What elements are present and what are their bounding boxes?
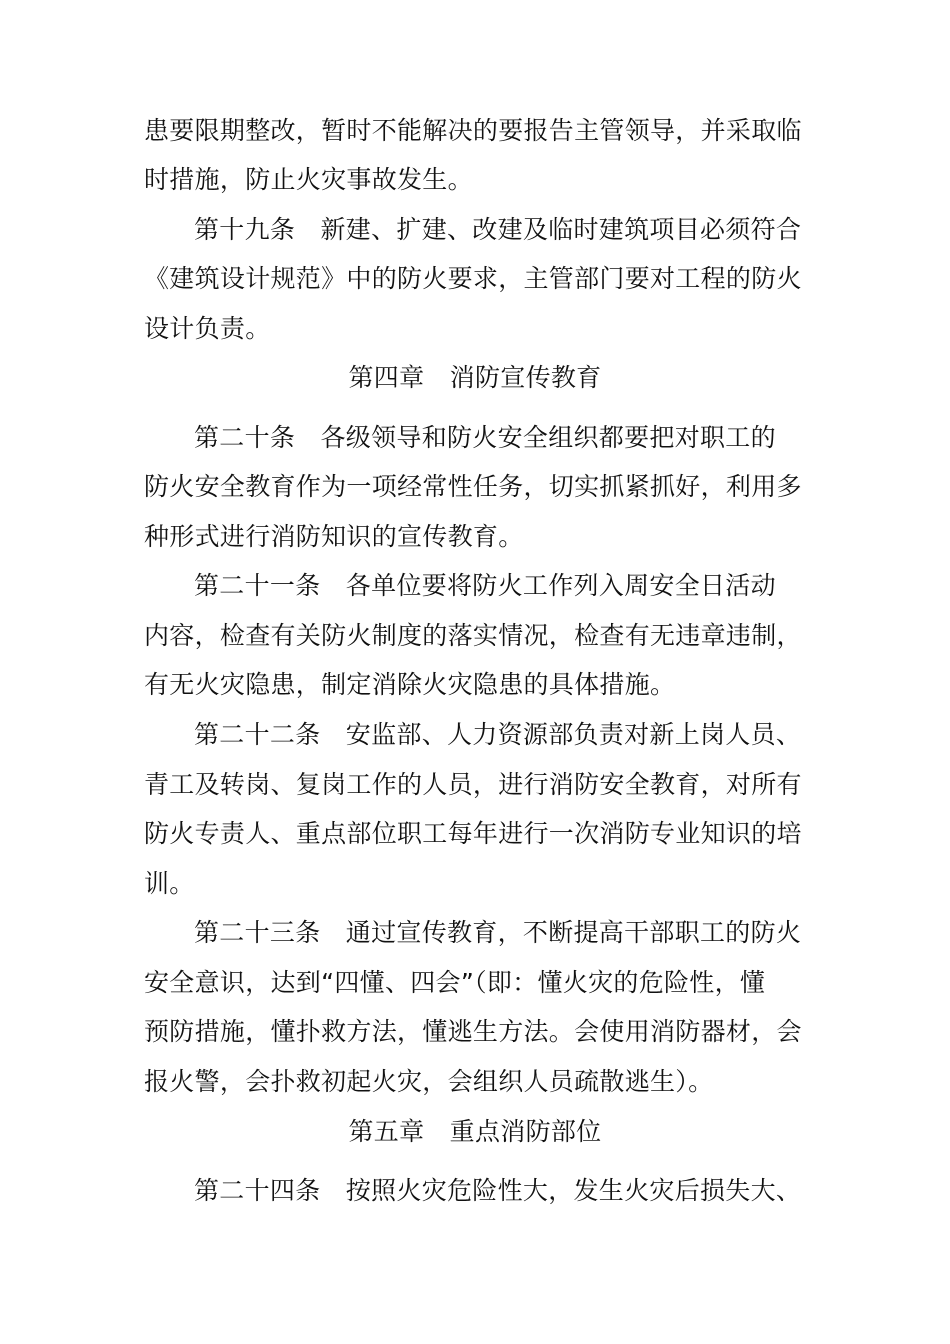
- text-line: 防火专责人、重点部位职工每年进行一次消防专业知识的培: [144, 819, 802, 848]
- text-line: 预防措施，懂扑救方法，懂逃生方法。会使用消防器材，会: [144, 1017, 802, 1046]
- text-line: 有无火灾隐患，制定消除火灾隐患的具体措施。: [144, 670, 676, 699]
- article-19-line: 第十九条 新建、扩建、改建及临时建筑项目必须符合: [194, 215, 802, 244]
- text-line: 训。: [144, 869, 195, 898]
- article-23-line: 第二十三条 通过宣传教育，不断提高干部职工的防火: [194, 918, 802, 947]
- text-line: 安全意识，达到“四懂、四会”（即：懂火灾的危险性，懂: [144, 968, 766, 997]
- chapter-4-heading: 第四章 消防宣传教育: [348, 363, 602, 392]
- text-line: 设计负责。: [144, 314, 271, 343]
- text-line: 报火警，会扑救初起火灾，会组织人员疏散逃生）。: [144, 1067, 714, 1096]
- text-line: 时措施，防止火灾事故发生。: [144, 165, 473, 194]
- chapter-5-heading: 第五章 重点消防部位: [348, 1117, 602, 1146]
- text-line: 种形式进行消防知识的宣传教育。: [144, 522, 524, 551]
- text-line: 患要限期整改，暂时不能解决的要报告主管领导，并采取临: [144, 116, 802, 145]
- text-line: 青工及转岗、复岗工作的人员，进行消防安全教育，对所有: [144, 770, 802, 799]
- article-20-line: 第二十条 各级领导和防火安全组织都要把对职工的: [194, 423, 776, 452]
- text-line: 《建筑设计规范》中的防火要求，主管部门要对工程的防火: [144, 264, 802, 293]
- text-line: 内容，检查有关防火制度的落实情况，检查有无违章违制，: [144, 621, 802, 650]
- article-24-line: 第二十四条 按照火灾危险性大，发生火灾后损失大、: [194, 1176, 802, 1205]
- article-21-line: 第二十一条 各单位要将防火工作列入周安全日活动: [194, 571, 776, 600]
- text-line: 防火安全教育作为一项经常性任务，切实抓紧抓好，利用多: [144, 472, 802, 501]
- article-22-line: 第二十二条 安监部、人力资源部负责对新上岗人员、: [194, 720, 802, 749]
